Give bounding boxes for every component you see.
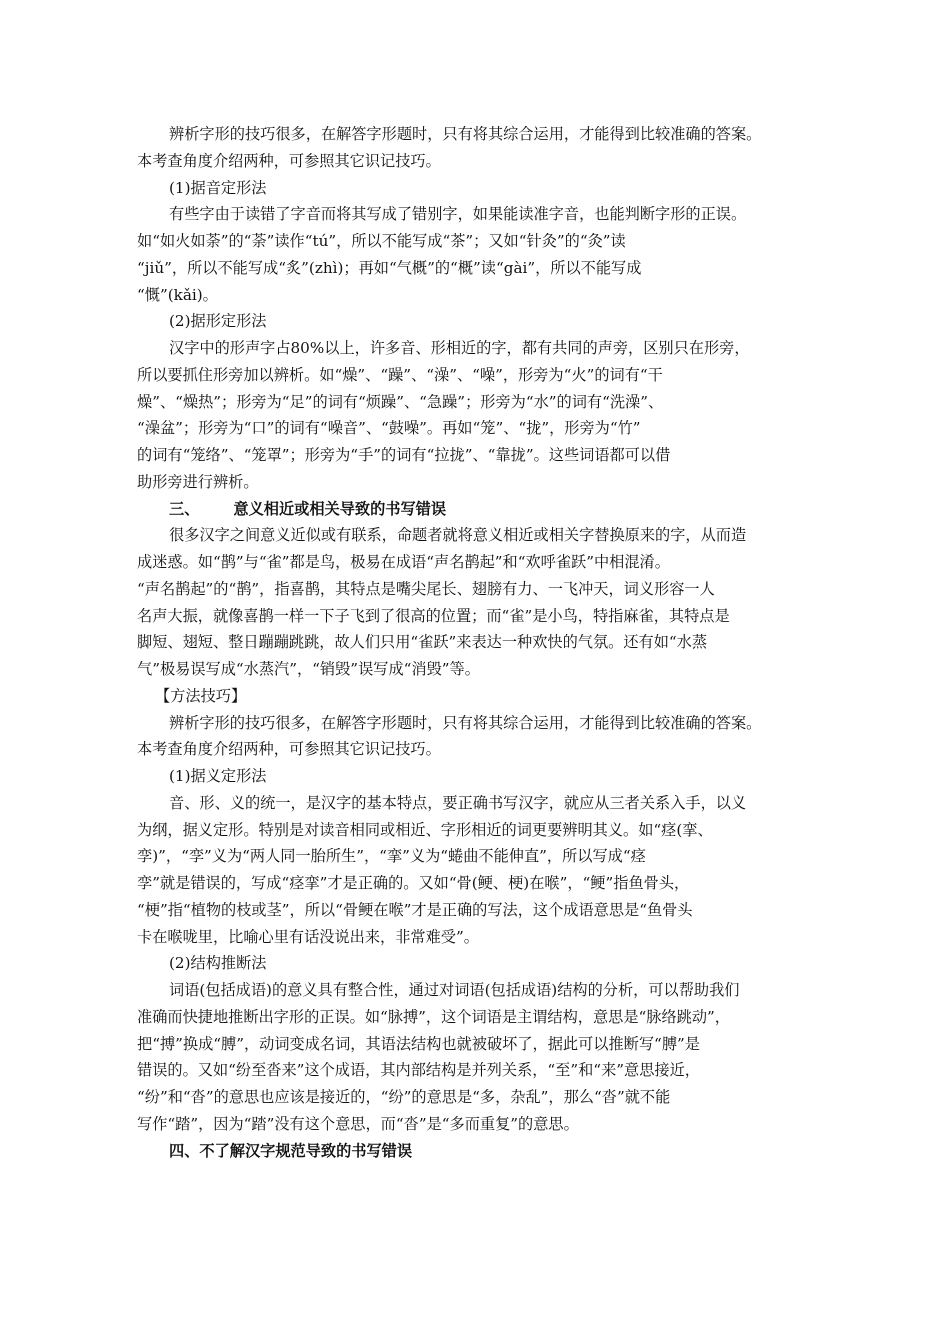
text-line: “声名鹊起”的“鹊”，指喜鹊，其特点是嘴尖尾长、翅膀有力、一飞冲天，词义形容一人 bbox=[137, 579, 715, 598]
text-line: “梗”指“植物的枝或茎”，所以“骨鲠在喉”才是正确的写法，这个成语意思是“鱼骨头 bbox=[137, 900, 693, 919]
document-page bbox=[137, 121, 817, 1164]
text-line: 卡在喉咙里，比喻心里有话没说出来，非常难受”。 bbox=[137, 927, 479, 946]
text-line: 写作“踏”，因为“踏”没有这个意思，而“沓”是“多而重复”的意思。 bbox=[137, 1114, 579, 1133]
text-line: 气”极易误写成“水蒸汽”，“销毁”误写成“消毁”等。 bbox=[137, 660, 480, 678]
subheading-line: (1)据义定形法 bbox=[169, 767, 267, 785]
text-line: 的词有“笼络”、“笼罩”；形旁为“手”的词有“拉拢”、“靠拢”。这些词语都可以借 bbox=[137, 446, 671, 464]
subheading-line: (2)结构推断法 bbox=[169, 954, 267, 973]
section-heading-number: 三、 bbox=[169, 499, 200, 518]
text-line: 名声大振，就像喜鹊一样一下子飞到了很高的位置；而“雀”是小鸟，特指麻雀，其特点是 bbox=[137, 606, 730, 625]
section-heading-4: 四、不了解汉字规范导致的书写错误 bbox=[169, 1141, 412, 1160]
text-line: 音、形、义的统一，是汉字的基本特点，要正确书写汉字，就应从三者关系入手，以义 bbox=[169, 793, 747, 812]
text-line: “慨”(kǎi)。 bbox=[137, 285, 218, 304]
text-line: 辨析字形的技巧很多，在解答字形题时，只有将其综合运用，才能得到比较准确的答案。 bbox=[169, 125, 762, 143]
subheading-line: (1)据音定形法 bbox=[169, 178, 267, 197]
text-line: 燥”、“燥热”；形旁为“足”的词有“烦躁”、“急躁”；形旁为“水”的词有“洗澡”、 bbox=[137, 392, 664, 411]
text-line: 所以要抓住形旁加以辨析。如“燥”、“躁”、“澡”、“噪”，形旁为“火”的词有“干 bbox=[137, 365, 663, 384]
subheading-line: (2)据形定形法 bbox=[169, 312, 267, 331]
text-line: 辨析字形的技巧很多，在解答字形题时，只有将其综合运用，才能得到比较准确的答案。 bbox=[169, 713, 762, 732]
text-line: 词语(包括成语)的意义具有整合性，通过对词语(包括成语)结构的分析，可以帮助我们 bbox=[169, 981, 740, 999]
text-line: 错误的。又如“纷至沓来”这个成语，其内部结构是并列关系，“至”和“来”意思接近， bbox=[137, 1061, 700, 1080]
text-line: 孪”就是错误的，写成“痉挛”才是正确的。又如“骨(鲠、梗)在喉”，“鲠”指鱼骨头， bbox=[137, 874, 690, 892]
text-line: 很多汉字之间意义近似或有联系，命题者就将意义相近或相关字替换原来的字，从而造 bbox=[169, 526, 747, 545]
text-line: 本考查角度介绍两种，可参照其它识记技巧。 bbox=[137, 740, 441, 759]
section-heading-title: 意义相近或相关导致的书写错误 bbox=[233, 499, 446, 518]
text-line: “澡盆”；形旁为“口”的词有“噪音”、“鼓噪”。再如“笼”、“拢”，形旁为“竹” bbox=[137, 419, 641, 438]
text-line: 脚短、翅短、整日蹦蹦跳跳，故人们只用“雀跃”来表达一种欢快的气氛。还有如“水蒸 bbox=[137, 633, 708, 652]
text-line: “jiǔ”，所以不能写成“炙”(zhì)；再如“气概”的“概”读“gài”，所以不能写成 bbox=[137, 258, 642, 277]
text-line: 成迷惑。如“鹊”与“雀”都是鸟，极易在成语“声名鹊起”和“欢呼雀跃”中相混淆。 bbox=[137, 553, 670, 571]
text-line: 汉字中的形声字占80%以上，许多音、形相近的字，都有共同的声旁，区别只在形旁， bbox=[169, 339, 750, 357]
text-line: 本考查角度介绍两种，可参照其它识记技巧。 bbox=[137, 151, 441, 170]
text-line: 准确而快捷地推断出字形的正误。如“脉搏”，这个词语是主谓结构，意思是“脉络跳动”， bbox=[137, 1007, 730, 1026]
text-line: 为纲，据义定形。特别是对读音相同或相近、字形相近的词更要辨明其义。如“痉(挛、 bbox=[137, 820, 713, 839]
text-line: 助形旁进行辨析。 bbox=[137, 472, 259, 491]
text-line: 把“搏”换成“膊”，动词变成名词，其语法结构也就被破坏了，据此可以推断写“膊”是 bbox=[137, 1034, 700, 1053]
method-tips-label: 【方法技巧】 bbox=[155, 686, 247, 705]
text-line: 有些字由于读错了字音而将其写成了错别字，如果能读准字音，也能判断字形的正误。 bbox=[169, 205, 747, 224]
text-line: 孪)”，“孪”义为“两人同一胎所生”，“挛”义为“蜷曲不能伸直”，所以写成“痉 bbox=[137, 847, 646, 866]
text-line: 如“如火如荼”的“荼”读作“tú”，所以不能写成“茶”；又如“针灸”的“灸”读 bbox=[137, 232, 626, 250]
text-line: “纷”和“沓”的意思也应该是接近的，“纷”的意思是“多，杂乱”，那么“沓”就不能 bbox=[137, 1088, 671, 1106]
section-heading-3 bbox=[137, 496, 817, 523]
